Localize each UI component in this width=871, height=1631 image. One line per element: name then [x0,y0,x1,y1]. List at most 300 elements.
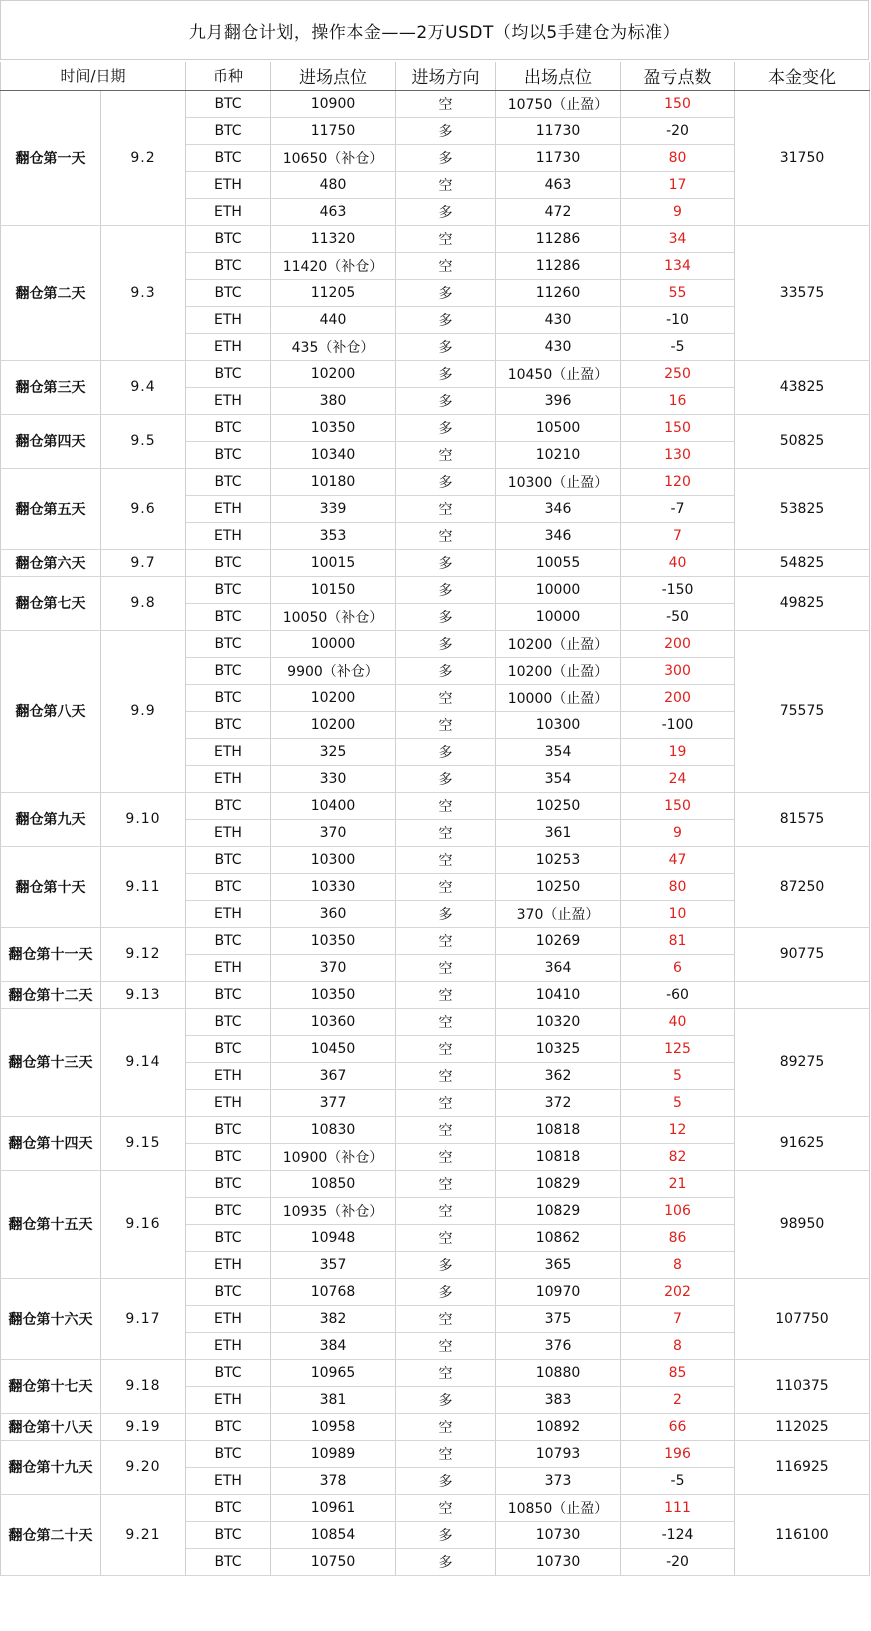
coin-cell: BTC [186,1440,271,1467]
table-row [1,1440,870,1467]
coin-cell: ETH [186,1251,271,1278]
entry-cell: 10200 [271,360,396,387]
day-label: 翻仓第十七天 [1,1359,101,1413]
coin-cell: ETH [186,1332,271,1359]
pnl-cell: 200 [621,684,735,711]
header-capital: 本金变化 [735,62,870,90]
direction-cell: 多 [396,1386,496,1413]
direction-cell: 多 [396,738,496,765]
coin-cell: ETH [186,1467,271,1494]
direction-cell: 空 [396,1062,496,1089]
pnl-cell: 8 [621,1251,735,1278]
coin-cell: BTC [186,225,271,252]
exit-cell: 354 [496,738,621,765]
exit-cell: 11286 [496,252,621,279]
pnl-cell: 47 [621,846,735,873]
coin-cell: BTC [186,603,271,630]
capital-cell: 33575 [735,225,870,360]
entry-cell: 378 [271,1467,396,1494]
pnl-cell: 86 [621,1224,735,1251]
direction-cell: 空 [396,1305,496,1332]
direction-cell: 多 [396,387,496,414]
direction-cell: 多 [396,144,496,171]
pnl-cell: 81 [621,927,735,954]
direction-cell: 空 [396,1440,496,1467]
coin-cell: ETH [186,495,271,522]
pnl-cell: 34 [621,225,735,252]
entry-cell: 10965 [271,1359,396,1386]
direction-cell: 空 [396,873,496,900]
entry-cell: 10768 [271,1278,396,1305]
entry-cell: 10989 [271,1440,396,1467]
pnl-cell: 125 [621,1035,735,1062]
day-label: 翻仓第十四天 [1,1116,101,1170]
day-label: 翻仓第六天 [1,549,101,576]
exit-cell: 383 [496,1386,621,1413]
direction-cell: 多 [396,765,496,792]
pnl-cell: -124 [621,1521,735,1548]
exit-cell: 11730 [496,144,621,171]
coin-cell: ETH [186,1089,271,1116]
coin-cell: BTC [186,846,271,873]
exit-cell: 10862 [496,1224,621,1251]
coin-cell: BTC [186,90,271,117]
entry-cell: 381 [271,1386,396,1413]
entry-cell: 10854 [271,1521,396,1548]
entry-cell: 339 [271,495,396,522]
direction-cell: 空 [396,711,496,738]
direction-cell: 多 [396,657,496,684]
coin-cell: BTC [186,657,271,684]
pnl-cell: 202 [621,1278,735,1305]
pnl-cell: 85 [621,1359,735,1386]
direction-cell: 空 [396,225,496,252]
direction-cell: 空 [396,927,496,954]
coin-cell: ETH [186,1062,271,1089]
entry-cell: 353 [271,522,396,549]
table-row [1,1494,870,1521]
direction-cell: 多 [396,279,496,306]
direction-cell: 空 [396,1413,496,1440]
pnl-cell: 150 [621,414,735,441]
day-label: 翻仓第二天 [1,225,101,360]
coin-cell: BTC [186,576,271,603]
pnl-cell: -5 [621,333,735,360]
day-date: 9.17 [101,1278,186,1359]
direction-cell: 多 [396,360,496,387]
exit-cell: 11286 [496,225,621,252]
day-date: 9.9 [101,630,186,792]
pnl-cell: 24 [621,765,735,792]
entry-cell: 10958 [271,1413,396,1440]
direction-cell: 多 [396,198,496,225]
coin-cell: BTC [186,981,271,1008]
entry-cell: 377 [271,1089,396,1116]
direction-cell: 多 [396,1278,496,1305]
exit-cell: 472 [496,198,621,225]
coin-cell: BTC [186,414,271,441]
pnl-cell: -60 [621,981,735,1008]
table-row [1,225,870,252]
pnl-cell: 150 [621,792,735,819]
entry-cell: 384 [271,1332,396,1359]
day-label: 翻仓第五天 [1,468,101,549]
coin-cell: BTC [186,252,271,279]
coin-cell: BTC [186,1521,271,1548]
direction-cell: 多 [396,1467,496,1494]
pnl-cell: 120 [621,468,735,495]
coin-cell: BTC [186,684,271,711]
entry-cell: 370 [271,819,396,846]
capital-cell: 110375 [735,1359,870,1413]
day-date: 9.5 [101,414,186,468]
exit-cell: 430 [496,333,621,360]
exit-cell: 362 [496,1062,621,1089]
exit-cell: 10410 [496,981,621,1008]
exit-cell: 10818 [496,1143,621,1170]
exit-cell: 10269 [496,927,621,954]
exit-cell: 10250 [496,792,621,819]
coin-cell: BTC [186,1224,271,1251]
coin-cell: BTC [186,1143,271,1170]
day-label: 翻仓第三天 [1,360,101,414]
exit-cell: 463 [496,171,621,198]
coin-cell: BTC [186,279,271,306]
direction-cell: 空 [396,1332,496,1359]
coin-cell: BTC [186,1278,271,1305]
pnl-cell: 196 [621,1440,735,1467]
table-row [1,981,870,1008]
pnl-cell: 111 [621,1494,735,1521]
pnl-cell: 200 [621,630,735,657]
table-row [1,414,870,441]
exit-cell: 10500 [496,414,621,441]
header-entry: 进场点位 [271,62,396,90]
day-label: 翻仓第十二天 [1,981,101,1008]
day-date: 9.19 [101,1413,186,1440]
entry-cell: 10200 [271,711,396,738]
exit-cell: 10730 [496,1521,621,1548]
direction-cell: 多 [396,306,496,333]
day-date: 9.20 [101,1440,186,1494]
direction-cell: 多 [396,414,496,441]
exit-cell: 10325 [496,1035,621,1062]
day-date: 9.13 [101,981,186,1008]
direction-cell: 多 [396,1251,496,1278]
coin-cell: BTC [186,1548,271,1575]
exit-cell: 430 [496,306,621,333]
pnl-cell: 21 [621,1170,735,1197]
exit-cell: 10055 [496,549,621,576]
table-row [1,90,870,117]
entry-cell: 11205 [271,279,396,306]
coin-cell: BTC [186,711,271,738]
table-row [1,1008,870,1035]
exit-cell: 396 [496,387,621,414]
entry-cell: 367 [271,1062,396,1089]
exit-cell: 346 [496,522,621,549]
entry-cell: 10961 [271,1494,396,1521]
capital-cell: 91625 [735,1116,870,1170]
exit-cell: 372 [496,1089,621,1116]
table-row [1,792,870,819]
pnl-cell: 5 [621,1062,735,1089]
table-row [1,846,870,873]
day-date: 9.21 [101,1494,186,1575]
direction-cell: 多 [396,630,496,657]
exit-cell: 10300（止盈） [496,468,621,495]
coin-cell: ETH [186,333,271,360]
direction-cell: 空 [396,819,496,846]
entry-cell: 10360 [271,1008,396,1035]
direction-cell: 多 [396,117,496,144]
exit-cell: 361 [496,819,621,846]
day-date: 9.8 [101,576,186,630]
pnl-cell: 5 [621,1089,735,1116]
day-label: 翻仓第二十天 [1,1494,101,1575]
exit-cell: 11730 [496,117,621,144]
capital-cell: 54825 [735,549,870,576]
table-row [1,1278,870,1305]
direction-cell: 多 [396,549,496,576]
coin-cell: ETH [186,522,271,549]
capital-cell: 75575 [735,630,870,792]
pnl-cell: 8 [621,1332,735,1359]
pnl-cell: 10 [621,900,735,927]
entry-cell: 10015 [271,549,396,576]
coin-cell: ETH [186,387,271,414]
direction-cell: 空 [396,792,496,819]
capital-cell: 31750 [735,90,870,225]
entry-cell: 10830 [271,1116,396,1143]
pnl-cell: -10 [621,306,735,333]
day-date: 9.16 [101,1170,186,1278]
coin-cell: ETH [186,198,271,225]
direction-cell: 多 [396,900,496,927]
coin-cell: BTC [186,630,271,657]
coin-cell: BTC [186,1035,271,1062]
header-direction: 进场方向 [396,62,496,90]
exit-cell: 10829 [496,1197,621,1224]
entry-cell: 10050（补仓） [271,603,396,630]
table-row [1,468,870,495]
capital-cell: 98950 [735,1170,870,1278]
table-body [1,90,870,1575]
coin-cell: ETH [186,306,271,333]
capital-cell [735,981,870,1008]
capital-cell: 87250 [735,846,870,927]
direction-cell: 空 [396,684,496,711]
entry-cell: 11750 [271,117,396,144]
day-label: 翻仓第九天 [1,792,101,846]
exit-cell: 10970 [496,1278,621,1305]
coin-cell: BTC [186,1170,271,1197]
entry-cell: 382 [271,1305,396,1332]
day-date: 9.15 [101,1116,186,1170]
coin-cell: ETH [186,1386,271,1413]
day-label: 翻仓第十一天 [1,927,101,981]
header-row [1,62,870,90]
entry-cell: 10400 [271,792,396,819]
table-row [1,1116,870,1143]
coin-cell: ETH [186,738,271,765]
direction-cell: 空 [396,1224,496,1251]
entry-cell: 10750 [271,1548,396,1575]
direction-cell: 空 [396,846,496,873]
capital-cell: 116925 [735,1440,870,1494]
direction-cell: 多 [396,333,496,360]
coin-cell: BTC [186,1413,271,1440]
pnl-cell: 7 [621,1305,735,1332]
capital-cell: 89275 [735,1008,870,1116]
direction-cell: 空 [396,1170,496,1197]
entry-cell: 10350 [271,414,396,441]
header-exit: 出场点位 [496,62,621,90]
entry-cell: 10350 [271,981,396,1008]
exit-cell: 10000 [496,603,621,630]
direction-cell: 空 [396,1008,496,1035]
entry-cell: 10935（补仓） [271,1197,396,1224]
pnl-cell: 19 [621,738,735,765]
pnl-cell: 82 [621,1143,735,1170]
coin-cell: BTC [186,1197,271,1224]
pnl-cell: 40 [621,549,735,576]
exit-cell: 10880 [496,1359,621,1386]
pnl-cell: 66 [621,1413,735,1440]
direction-cell: 空 [396,1197,496,1224]
day-date: 9.12 [101,927,186,981]
direction-cell: 空 [396,441,496,468]
direction-cell: 空 [396,1035,496,1062]
pnl-cell: 300 [621,657,735,684]
day-label: 翻仓第四天 [1,414,101,468]
exit-cell: 10730 [496,1548,621,1575]
trade-plan-table [0,62,870,1576]
entry-cell: 10200 [271,684,396,711]
exit-cell: 364 [496,954,621,981]
day-label: 翻仓第八天 [1,630,101,792]
direction-cell: 空 [396,522,496,549]
coin-cell: ETH [186,819,271,846]
pnl-cell: 130 [621,441,735,468]
exit-cell: 10250 [496,873,621,900]
pnl-cell: -150 [621,576,735,603]
entry-cell: 10650（补仓） [271,144,396,171]
exit-cell: 10793 [496,1440,621,1467]
direction-cell: 空 [396,954,496,981]
header-coin: 币种 [186,62,271,90]
exit-cell: 10000 [496,576,621,603]
day-label: 翻仓第十天 [1,846,101,927]
entry-cell: 10850 [271,1170,396,1197]
pnl-cell: 7 [621,522,735,549]
table-row [1,1413,870,1440]
direction-cell: 空 [396,252,496,279]
day-date: 9.7 [101,549,186,576]
entry-cell: 10948 [271,1224,396,1251]
entry-cell: 10150 [271,576,396,603]
pnl-cell: 250 [621,360,735,387]
table-row [1,576,870,603]
coin-cell: BTC [186,1494,271,1521]
capital-cell: 43825 [735,360,870,414]
direction-cell: 空 [396,981,496,1008]
exit-cell: 10300 [496,711,621,738]
exit-cell: 10253 [496,846,621,873]
coin-cell: BTC [186,1116,271,1143]
coin-cell: BTC [186,1359,271,1386]
pnl-cell: -5 [621,1467,735,1494]
capital-cell: 50825 [735,414,870,468]
direction-cell: 空 [396,171,496,198]
coin-cell: BTC [186,117,271,144]
day-date: 9.3 [101,225,186,360]
coin-cell: ETH [186,171,271,198]
pnl-cell: -50 [621,603,735,630]
coin-cell: BTC [186,927,271,954]
coin-cell: BTC [186,792,271,819]
direction-cell: 多 [396,1548,496,1575]
day-date: 9.4 [101,360,186,414]
entry-cell: 435（补仓） [271,333,396,360]
coin-cell: ETH [186,954,271,981]
capital-cell: 116100 [735,1494,870,1575]
entry-cell: 10000 [271,630,396,657]
header-date: 时间/日期 [1,62,186,90]
pnl-cell: -20 [621,1548,735,1575]
pnl-cell: 40 [621,1008,735,1035]
entry-cell: 10330 [271,873,396,900]
exit-cell: 10320 [496,1008,621,1035]
entry-cell: 357 [271,1251,396,1278]
entry-cell: 440 [271,306,396,333]
entry-cell: 330 [271,765,396,792]
capital-cell: 107750 [735,1278,870,1359]
day-date: 9.11 [101,846,186,927]
capital-cell: 81575 [735,792,870,846]
entry-cell: 10180 [271,468,396,495]
day-label: 翻仓第十六天 [1,1278,101,1359]
direction-cell: 空 [396,90,496,117]
pnl-cell: 16 [621,387,735,414]
pnl-cell: 80 [621,873,735,900]
table-row [1,360,870,387]
coin-cell: BTC [186,144,271,171]
exit-cell: 370（止盈） [496,900,621,927]
exit-cell: 10200（止盈） [496,630,621,657]
day-date: 9.10 [101,792,186,846]
table-row [1,1170,870,1197]
capital-cell: 53825 [735,468,870,549]
exit-cell: 10829 [496,1170,621,1197]
exit-cell: 10750（止盈） [496,90,621,117]
header-pnl: 盈亏点数 [621,62,735,90]
direction-cell: 空 [396,1494,496,1521]
day-date: 9.2 [101,90,186,225]
pnl-cell: 106 [621,1197,735,1224]
exit-cell: 346 [496,495,621,522]
direction-cell: 空 [396,1359,496,1386]
day-label: 翻仓第七天 [1,576,101,630]
entry-cell: 325 [271,738,396,765]
exit-cell: 11260 [496,279,621,306]
exit-cell: 10450（止盈） [496,360,621,387]
coin-cell: ETH [186,900,271,927]
coin-cell: BTC [186,441,271,468]
exit-cell: 10200（止盈） [496,657,621,684]
day-label: 翻仓第十三天 [1,1008,101,1116]
exit-cell: 375 [496,1305,621,1332]
